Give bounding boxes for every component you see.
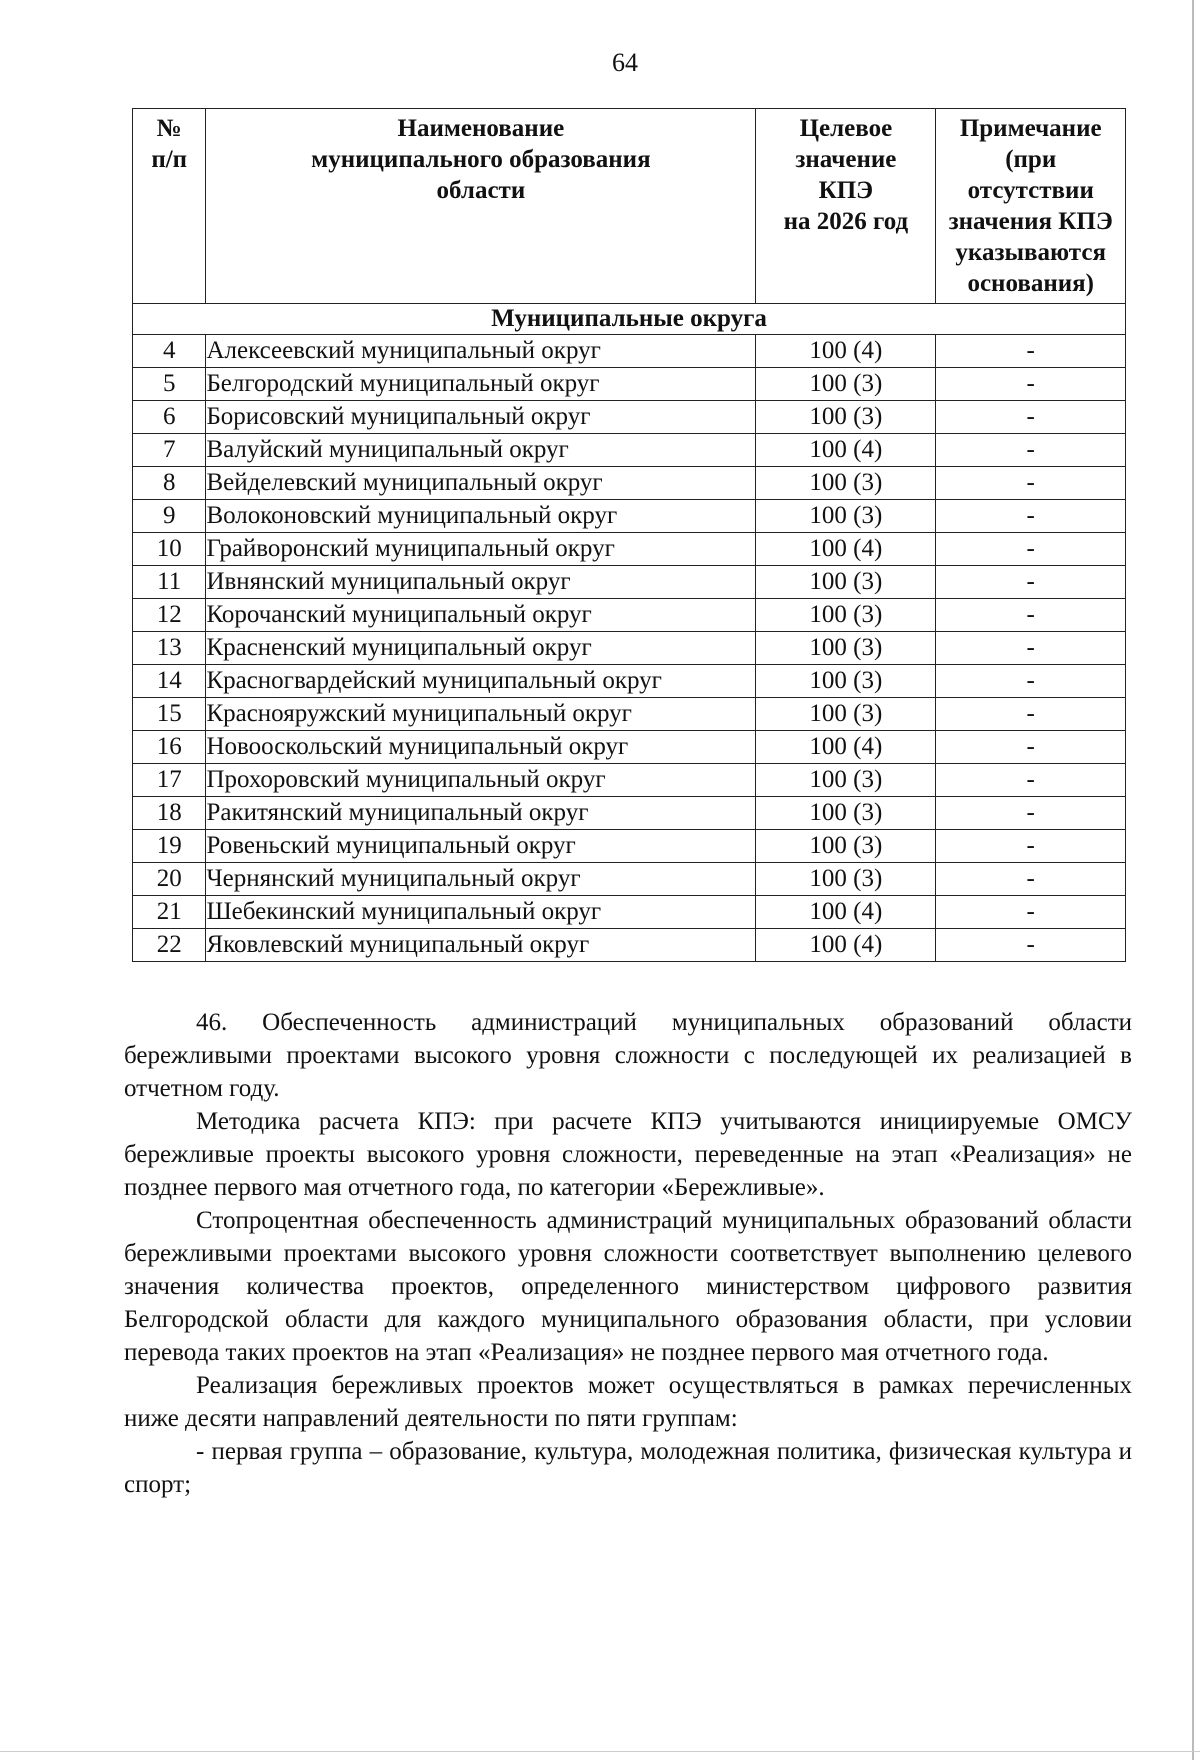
row-number-cell: 19 bbox=[133, 830, 206, 863]
note-cell: - bbox=[936, 797, 1126, 830]
header-note-title: Примечание bbox=[959, 115, 1102, 142]
header-value-line: КПЭ bbox=[818, 177, 874, 204]
section-title: Муниципальные округа bbox=[133, 304, 1126, 335]
municipality-name-cell: Волоконовский муниципальный округ bbox=[206, 500, 756, 533]
header-note bbox=[936, 109, 1126, 304]
table-row bbox=[133, 863, 1126, 896]
table-row bbox=[133, 467, 1126, 500]
kpi-value-cell: 100 (3) bbox=[756, 467, 936, 500]
municipality-name-cell: Новооскольский муниципальный округ bbox=[206, 731, 756, 764]
header-num-line: п/п bbox=[151, 146, 188, 173]
table-row bbox=[133, 830, 1126, 863]
kpi-value-cell: 100 (3) bbox=[756, 863, 936, 896]
table-row bbox=[133, 764, 1126, 797]
row-number-cell: 16 bbox=[133, 731, 206, 764]
row-number-cell: 9 bbox=[133, 500, 206, 533]
note-cell: - bbox=[936, 929, 1126, 962]
municipality-name-cell: Валуйский муниципальный округ bbox=[206, 434, 756, 467]
table-row bbox=[133, 929, 1126, 962]
scan-edge-bottom bbox=[0, 1751, 1200, 1752]
municipality-name-cell: Борисовский муниципальный округ bbox=[206, 401, 756, 434]
header-name bbox=[206, 109, 756, 304]
body-text bbox=[124, 1006, 1132, 1501]
section-row bbox=[133, 304, 1126, 335]
municipality-name-cell: Алексеевский муниципальный округ bbox=[206, 335, 756, 368]
kpi-value-cell: 100 (4) bbox=[756, 896, 936, 929]
municipality-name-cell: Грайворонский муниципальный округ bbox=[206, 533, 756, 566]
note-cell: - bbox=[936, 632, 1126, 665]
note-cell: - bbox=[936, 467, 1126, 500]
header-note-line: указываются bbox=[955, 239, 1106, 266]
table-row bbox=[133, 698, 1126, 731]
table-row bbox=[133, 599, 1126, 632]
municipality-name-cell: Корочанский муниципальный округ bbox=[206, 599, 756, 632]
note-cell: - bbox=[936, 335, 1126, 368]
table-row bbox=[133, 566, 1126, 599]
kpi-value-cell: 100 (3) bbox=[756, 797, 936, 830]
municipality-name-cell: Ракитянский муниципальный округ bbox=[206, 797, 756, 830]
header-num bbox=[133, 109, 206, 304]
paragraph: Реализация бережливых проектов может осуществляться в рамках перечисленных ниже десяти направлений деятельности по пяти группам: bbox=[124, 1372, 1132, 1432]
page-number: 64 bbox=[612, 48, 638, 77]
header-value-line: на 2026 год bbox=[783, 208, 909, 235]
kpi-value-cell: 100 (3) bbox=[756, 764, 936, 797]
table-row bbox=[133, 731, 1126, 764]
row-number-cell: 10 bbox=[133, 533, 206, 566]
table-row bbox=[133, 401, 1126, 434]
kpi-value-cell: 100 (3) bbox=[756, 368, 936, 401]
header-value bbox=[756, 109, 936, 304]
table-row bbox=[133, 500, 1126, 533]
row-number-cell: 22 bbox=[133, 929, 206, 962]
note-cell: - bbox=[936, 731, 1126, 764]
kpi-value-cell: 100 (3) bbox=[756, 599, 936, 632]
row-number-cell: 20 bbox=[133, 863, 206, 896]
note-cell: - bbox=[936, 830, 1126, 863]
table-row bbox=[133, 632, 1126, 665]
note-cell: - bbox=[936, 599, 1126, 632]
municipality-name-cell: Красненский муниципальный округ bbox=[206, 632, 756, 665]
note-cell: - bbox=[936, 368, 1126, 401]
table-row bbox=[133, 335, 1126, 368]
municipality-name-cell: Вейделевский муниципальный округ bbox=[206, 467, 756, 500]
kpi-value-cell: 100 (3) bbox=[756, 401, 936, 434]
kpi-value-cell: 100 (3) bbox=[756, 566, 936, 599]
municipality-name-cell: Белгородский муниципальный округ bbox=[206, 368, 756, 401]
municipality-name-cell: Яковлевский муниципальный округ bbox=[206, 929, 756, 962]
header-value-line: значение bbox=[795, 146, 897, 173]
row-number-cell: 18 bbox=[133, 797, 206, 830]
header-value-line: Целевое bbox=[799, 115, 893, 142]
kpi-table bbox=[132, 108, 1126, 962]
kpi-value-cell: 100 (4) bbox=[756, 533, 936, 566]
table-header-row bbox=[133, 109, 1126, 304]
table-row bbox=[133, 368, 1126, 401]
row-number-cell: 11 bbox=[133, 566, 206, 599]
note-cell: - bbox=[936, 401, 1126, 434]
kpi-value-cell: 100 (3) bbox=[756, 500, 936, 533]
row-number-cell: 4 bbox=[133, 335, 206, 368]
row-number-cell: 5 bbox=[133, 368, 206, 401]
paragraph: - первая группа – образование, культура, молодежная политика, физическая культура и спорт; bbox=[124, 1438, 1132, 1498]
row-number-cell: 8 bbox=[133, 467, 206, 500]
note-cell: - bbox=[936, 533, 1126, 566]
row-number-cell: 13 bbox=[133, 632, 206, 665]
header-note-line: (при bbox=[1005, 146, 1057, 173]
paragraph: 46. Обеспеченность администраций муниципальных образований области бережливыми проектами высокого уровня сложности с последующей их реализацией в отчетном году. bbox=[124, 1009, 1132, 1102]
note-cell: - bbox=[936, 500, 1126, 533]
header-name-line: Наименование bbox=[397, 115, 565, 142]
municipality-name-cell: Красногвардейский муниципальный округ bbox=[206, 665, 756, 698]
paragraph: Методика расчета КПЭ: при расчете КПЭ учитываются инициируемые ОМСУ бережливые проекты высокого уровня сложности, переведенные на этап «Реализация» не позднее первого мая отчетного года, по категории «Бережливые». bbox=[124, 1108, 1132, 1201]
header-note-line: отсутствии bbox=[967, 177, 1094, 204]
header-name-line: муниципального образования bbox=[311, 146, 651, 173]
table-row bbox=[133, 533, 1126, 566]
note-cell: - bbox=[936, 665, 1126, 698]
header-note-line: значения КПЭ bbox=[948, 208, 1113, 235]
row-number-cell: 21 bbox=[133, 896, 206, 929]
municipality-name-cell: Шебекинский муниципальный округ bbox=[206, 896, 756, 929]
kpi-value-cell: 100 (4) bbox=[756, 731, 936, 764]
table-row bbox=[133, 665, 1126, 698]
table-row bbox=[133, 797, 1126, 830]
table-row bbox=[133, 434, 1126, 467]
row-number-cell: 7 bbox=[133, 434, 206, 467]
note-cell: - bbox=[936, 566, 1126, 599]
header-note-line: основания) bbox=[967, 270, 1094, 297]
row-number-cell: 6 bbox=[133, 401, 206, 434]
note-cell: - bbox=[936, 863, 1126, 896]
header-num-line: № bbox=[156, 115, 182, 142]
kpi-value-cell: 100 (4) bbox=[756, 929, 936, 962]
note-cell: - bbox=[936, 698, 1126, 731]
note-cell: - bbox=[936, 434, 1126, 467]
header-name-line: области bbox=[436, 177, 526, 204]
kpi-value-cell: 100 (3) bbox=[756, 632, 936, 665]
table-row bbox=[133, 896, 1126, 929]
kpi-value-cell: 100 (3) bbox=[756, 665, 936, 698]
municipality-name-cell: Краснояружский муниципальный округ bbox=[206, 698, 756, 731]
municipality-name-cell: Чернянский муниципальный округ bbox=[206, 863, 756, 896]
row-number-cell: 12 bbox=[133, 599, 206, 632]
row-number-cell: 14 bbox=[133, 665, 206, 698]
kpi-value-cell: 100 (4) bbox=[756, 335, 936, 368]
scan-edge-right bbox=[1192, 0, 1194, 1760]
municipality-name-cell: Ивнянский муниципальный округ bbox=[206, 566, 756, 599]
kpi-value-cell: 100 (3) bbox=[756, 698, 936, 731]
municipality-name-cell: Прохоровский муниципальный округ bbox=[206, 764, 756, 797]
kpi-value-cell: 100 (4) bbox=[756, 434, 936, 467]
row-number-cell: 17 bbox=[133, 764, 206, 797]
note-cell: - bbox=[936, 764, 1126, 797]
kpi-value-cell: 100 (3) bbox=[756, 830, 936, 863]
municipality-name-cell: Ровеньский муниципальный округ bbox=[206, 830, 756, 863]
row-number-cell: 15 bbox=[133, 698, 206, 731]
paragraph: Стопроцентная обеспеченность администраций муниципальных образований области бережливыми проектами высокого уровня сложности соответствует выполнению целевого значения количества проектов, определенного министерством цифрового развития Белгородской области для каждого муниципального образования области, при условии перевода таких проектов на этап «Реализация» не позднее первого мая отчетного года. bbox=[124, 1207, 1132, 1366]
note-cell: - bbox=[936, 896, 1126, 929]
